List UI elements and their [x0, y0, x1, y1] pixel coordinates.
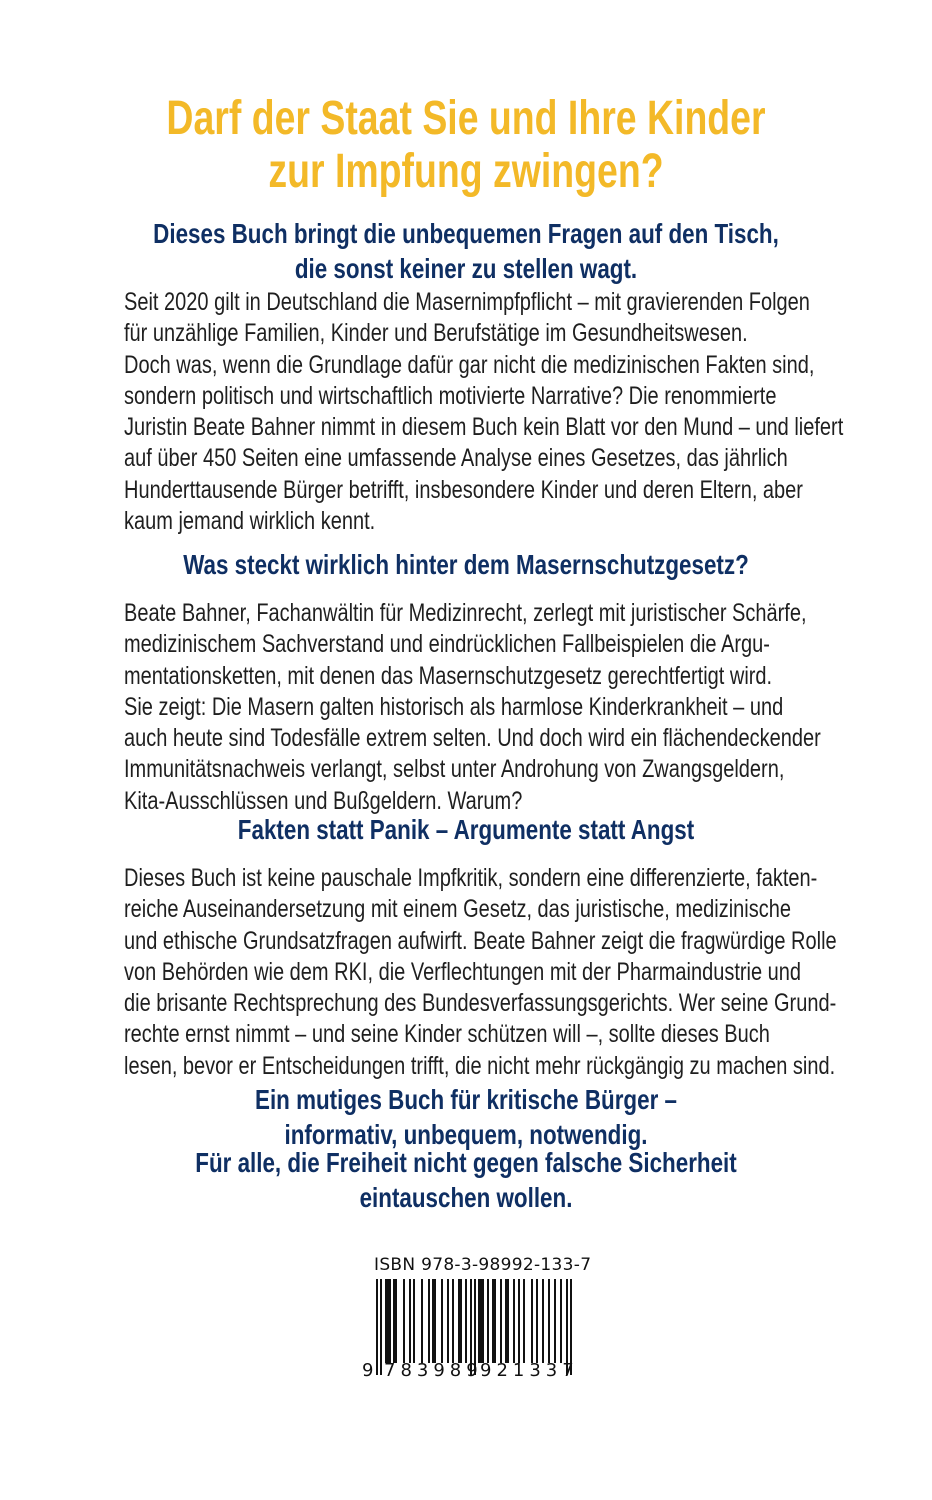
- paragraph-line: Beate Bahner, Fachanwältin für Medizinrecht, zerlegt mit juristischer Schärfe,: [124, 599, 807, 627]
- closing-line: informativ, unbequem, notwendig.: [284, 1119, 648, 1150]
- intro-heading-line-1: Dieses Buch bringt die unbequemen Fragen auf den Tisch,: [153, 218, 779, 249]
- headline-line-1: Darf der Staat Sie und Ihre Kinder: [166, 92, 766, 145]
- paragraph-3: [124, 863, 837, 1082]
- paragraph-line: Sie zeigt: Die Masern galten historisch als harmlose Kinderkrankheit – und: [124, 692, 784, 721]
- paragraph-line: sondern politisch und wirtschaftlich motivierte Narrative? Die renommierte: [124, 381, 777, 410]
- headline: [0, 92, 932, 198]
- paragraph-2: [124, 598, 824, 817]
- isbn-label: ISBN 978-3-98992-133-7: [374, 1255, 592, 1275]
- closing-statement-1: [0, 1082, 932, 1152]
- paragraph-1: [124, 287, 844, 537]
- paragraph-line: auf über 450 Seiten eine umfassende Analyse eines Gesetzes, das jährlich: [124, 444, 788, 473]
- paragraph-line: für unzählige Familien, Kinder und Berufstätige im Gesundheitswesen.: [124, 319, 748, 348]
- ean-first-digit: 9: [362, 1360, 374, 1381]
- paragraph-line: Juristin Beate Bahner nimmt in diesem Buch kein Blatt vor den Mund – und liefert: [124, 413, 844, 442]
- closing-line: Für alle, die Freiheit nicht gegen falsche Sicherheit: [195, 1147, 737, 1178]
- paragraph-line: auch heute sind Todesfälle extrem selten. Und doch wird ein flächendeckender: [124, 724, 821, 753]
- paragraph-line: Doch was, wenn die Grundlage dafür gar nicht die medizinischen Fakten sind,: [124, 350, 815, 379]
- paragraph-line: kaum jemand wirklich kennt.: [124, 507, 376, 536]
- paragraph-line: Immunitätsnachweis verlangt, selbst unter Androhung von Zwangsgeldern,: [124, 755, 785, 784]
- heading-masernschutzgesetz: [0, 547, 932, 582]
- closing-line: eintauschen wollen.: [359, 1182, 573, 1213]
- paragraph-line: Dieses Buch ist keine pauschale Impfkritik, sondern eine differenzierte, fakten-: [124, 864, 818, 892]
- paragraph-line: lesen, bevor er Entscheidungen trifft, die nicht mehr rückgängig zu machen sind.: [124, 1051, 836, 1080]
- paragraph-line: und ethische Grundsatzfragen aufwirft. Beate Bahner zeigt die fragwürdige Rolle: [124, 926, 837, 955]
- heading-line: Fakten statt Panik – Argumente statt Angst: [237, 814, 695, 845]
- paragraph-line: medizinischem Sachverstand und eindrücklichen Fallbeispielen die Argu-: [124, 630, 770, 659]
- intro-heading: [0, 216, 932, 286]
- paragraph-line: Kita-Ausschlüssen und Bußgeldern. Warum?: [124, 786, 523, 815]
- paragraph-line: von Behörden wie dem RKI, die Verflechtungen mit der Pharmaindustrie und: [124, 957, 802, 986]
- closing-line: Ein mutiges Buch für kritische Bürger –: [255, 1084, 677, 1115]
- paragraph-line: die brisante Rechtsprechung des Bundesverfassungsgerichts. Wer seine Grund-: [124, 989, 837, 1018]
- ean-left-group: 783989: [384, 1360, 483, 1381]
- heading-line: Was steckt wirklich hinter dem Masernschutzgesetz?: [183, 549, 749, 580]
- paragraph-line: Hunderttausende Bürger betrifft, insbesondere Kinder und deren Eltern, aber: [124, 475, 803, 504]
- headline-line-2: zur Impfung zwingen?: [268, 145, 664, 198]
- paragraph-line: Seit 2020 gilt in Deutschland die Masernimpfpflicht – mit gravierenden Folgen: [124, 288, 810, 316]
- ean-right-group: 921337: [480, 1360, 579, 1381]
- closing-statement-2: [0, 1145, 932, 1215]
- paragraph-line: reiche Auseinandersetzung mit einem Gesetz, das juristische, medizinische: [124, 895, 791, 924]
- paragraph-line: mentationsketten, mit denen das Masernschutzgesetz gerechtfertigt wird.: [124, 661, 773, 690]
- intro-heading-line-2: die sonst keiner zu stellen wagt.: [294, 253, 638, 284]
- paragraph-line: rechte ernst nimmt – und seine Kinder schützen will –, sollte dieses Buch: [124, 1020, 770, 1049]
- heading-fakten-statt-panik: [0, 812, 932, 847]
- isbn-barcode: [362, 1255, 592, 1395]
